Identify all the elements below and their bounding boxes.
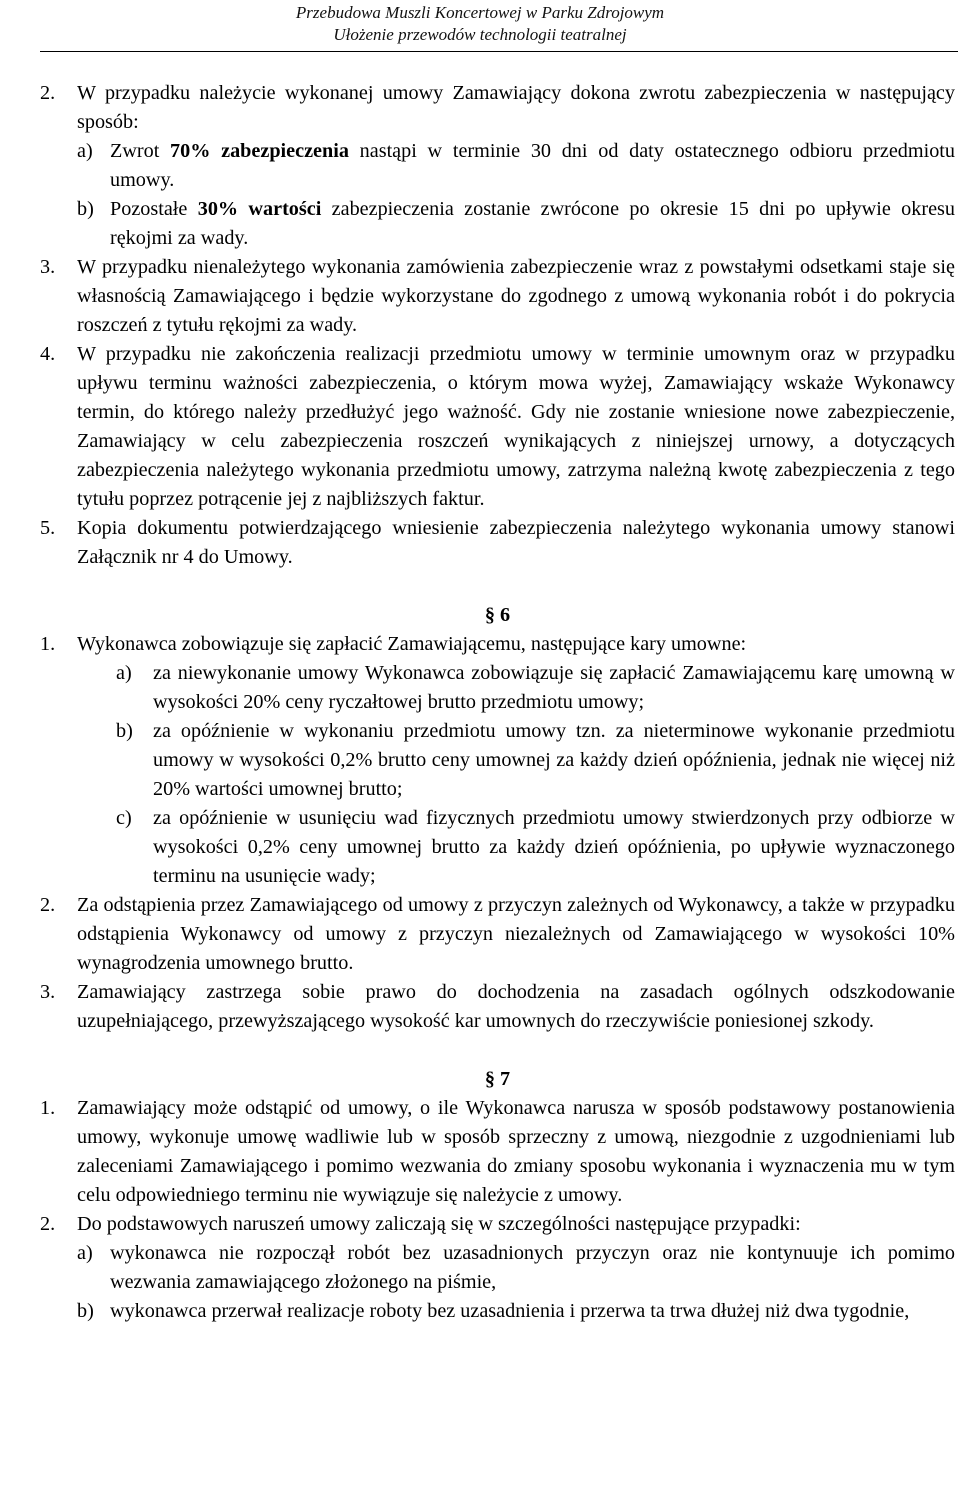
list-label: a): [77, 1242, 93, 1264]
list-text-post: nastąpi w terminie 30 dni od daty ostatecznego odbioru przedmiotu umowy.: [110, 140, 955, 191]
list-text-pre: Zwrot: [110, 140, 171, 162]
section-number: 7: [500, 1068, 511, 1090]
list-label: b): [116, 720, 133, 742]
section7-paragraph-2: [40, 1210, 955, 1326]
list-item-a: [77, 137, 955, 195]
list-label: b): [77, 198, 94, 220]
section-number: 6: [500, 604, 511, 626]
list-item-b: [77, 1297, 955, 1326]
paragraph-text: Do podstawowych naruszeń umowy zaliczają się w szczególności następujące przypadki:: [77, 1213, 801, 1235]
section6-paragraph-2: [40, 891, 955, 978]
paragraph-text: W przypadku nienależytego wykonania zamówienia zabezpieczenie wraz z powstałymi odsetkami staje się własnością Zamawiającego i będzie wykorzystane do zgodnego z umową wykonania robót i do pokrycia roszczeń z tytułu rękojmi za wady.: [77, 256, 955, 336]
list-label: a): [116, 662, 132, 684]
paragraph-3: [40, 253, 955, 340]
spacer: [40, 572, 955, 601]
paragraph-number: 1.: [40, 633, 56, 655]
paragraph-number: 3.: [40, 256, 56, 278]
paragraph-text: Wykonawca zobowiązuje się zapłacić Zamawiającemu, następujące kary umowne:: [77, 633, 747, 655]
section-sign: §: [484, 604, 501, 626]
paragraph-text: W przypadku nie zakończenia realizacji przedmiotu umowy w terminie umownym oraz w przypadku upływu terminu ważności zabezpieczenia, o którym mowa wyżej, Zamawiający wskaże Wykonawcy termin, do którego należy przedłużyć jego ważność. Gdy nie zostanie wniesione nowe zabezpieczenie, Zamawiający w celu zabezpieczenia roszczeń wynikających z niniejszej urnowy, a dotyczących zabezpieczenia należytego wykonania przedmiotu umowy, zatrzyma należną kwotę zabezpieczenia z tego tytułu poprzez potrącenie jej z najbliższych faktur.: [77, 343, 955, 510]
list-label: c): [116, 807, 132, 829]
list-text: za opóźnienie w wykonaniu przedmiotu umowy tzn. za nieterminowe wykonanie przedmiotu umowy w wysokości 0,2% brutto ceny umownej za każdy dzień opóźnienia, jednak nie więcej niż 20% wartości umownej brutto;: [153, 720, 955, 800]
list-item-b: [77, 195, 955, 253]
paragraph-text: Zamawiający zastrzega sobie prawo do dochodzenia na zasadach ogólnych odszkodowanie uzupełniającego, przewyższającego wysokość kar umownych do rzeczywiście poniesionej szkody.: [77, 981, 955, 1032]
list-text: za niewykonanie umowy Wykonawca zobowiązuje się zapłacić Zamawiającemu karę umowną w wysokości 20% ceny ryczałtowej brutto przedmiotu umowy;: [153, 662, 955, 713]
list-label: a): [77, 140, 93, 162]
list-item-a: [77, 1239, 955, 1297]
paragraph-4: [40, 340, 955, 514]
section6-paragraph-3: [40, 978, 955, 1036]
paragraph-number: 2.: [40, 1213, 56, 1235]
list-item-c: [116, 804, 955, 891]
list-text: wykonawca nie rozpoczął robót bez uzasadnionych przyczyn oraz nie kontynuuje ich pomimo wezwania zamawiającego złożonego na piśmie,: [110, 1242, 955, 1293]
paragraph-number: 2.: [40, 82, 56, 104]
bold-text: 70% zabezpieczenia: [170, 140, 349, 162]
paragraph-5: [40, 514, 955, 572]
list-text-pre: Pozostałe: [110, 198, 198, 220]
list-label: b): [77, 1300, 94, 1322]
paragraph-text: Za odstąpienia przez Zamawiającego od umowy z przyczyn zależnych od Wykonawcy, a także w przypadku odstąpienia Wykonawcy od umowy z przyczyn niezależnych od Zamawiającego w wysokości 10% wynagrodzenia umownego brutto.: [77, 894, 955, 974]
penalty-list: [40, 659, 955, 891]
paragraph-number: 1.: [40, 1097, 56, 1119]
spacer: [40, 1036, 955, 1065]
paragraph-number: 2.: [40, 894, 56, 916]
list-item-a: [116, 659, 955, 717]
section-heading-7: [40, 1065, 955, 1094]
section-sign: §: [484, 1068, 501, 1090]
header-line-1: Przebudowa Muszli Koncertowej w Parku Zdrojowym: [295, 3, 665, 22]
running-header: [0, 2, 960, 46]
header-line-2: Ułożenie przewodów technologii teatralnej: [333, 25, 627, 44]
section6-paragraph-1: [40, 630, 955, 659]
document-body: [40, 79, 955, 1326]
paragraph-text: Zamawiający może odstąpić od umowy, o ile Wykonawca narusza w sposób podstawowy postanowienia umowy, wykonuje umowę wadliwie lub w sposób sprzeczny z umową, niezgodnie z uzgodnieniami lub zaleceniami Zamawiającego i pomimo wezwania do zmiany sposobu wykonania i wyznaczenia mu w tym celu odpowiedniego terminu nie wywiązuje się należycie z umowy.: [77, 1097, 955, 1206]
header-divider: [40, 51, 958, 52]
list-text: wykonawca przerwał realizacje roboty bez uzasadnienia i przerwa ta trwa dłużej niż dwa tygodnie,: [110, 1300, 910, 1322]
list-item-b: [116, 717, 955, 804]
section7-paragraph-1: [40, 1094, 955, 1210]
section-heading-6: [40, 601, 955, 630]
paragraph-2: [40, 79, 955, 253]
paragraph-text: W przypadku należycie wykonanej umowy Zamawiający dokona zwrotu zabezpieczenia w następujący sposób:: [77, 82, 955, 133]
paragraph-number: 5.: [40, 517, 56, 539]
list-text: za opóźnienie w usunięciu wad fizycznych przedmiotu umowy stwierdzonych przy odbiorze w wysokości 0,2% ceny umownej brutto za każdy dzień opóźnienia, po upływie wyznaczonego terminu na usunięcie wady;: [153, 807, 955, 887]
list-text-post: zabezpieczenia zostanie zwrócone po okresie 15 dni po upływie okresu rękojmi za wady.: [110, 198, 955, 249]
paragraph-number: 4.: [40, 343, 56, 365]
bold-text: 30% wartości: [197, 198, 322, 220]
paragraph-number: 3.: [40, 981, 56, 1003]
paragraph-text: Kopia dokumentu potwierdzającego wniesienie zabezpieczenia należytego wykonania umowy stanowi Załącznik nr 4 do Umowy.: [77, 517, 955, 568]
